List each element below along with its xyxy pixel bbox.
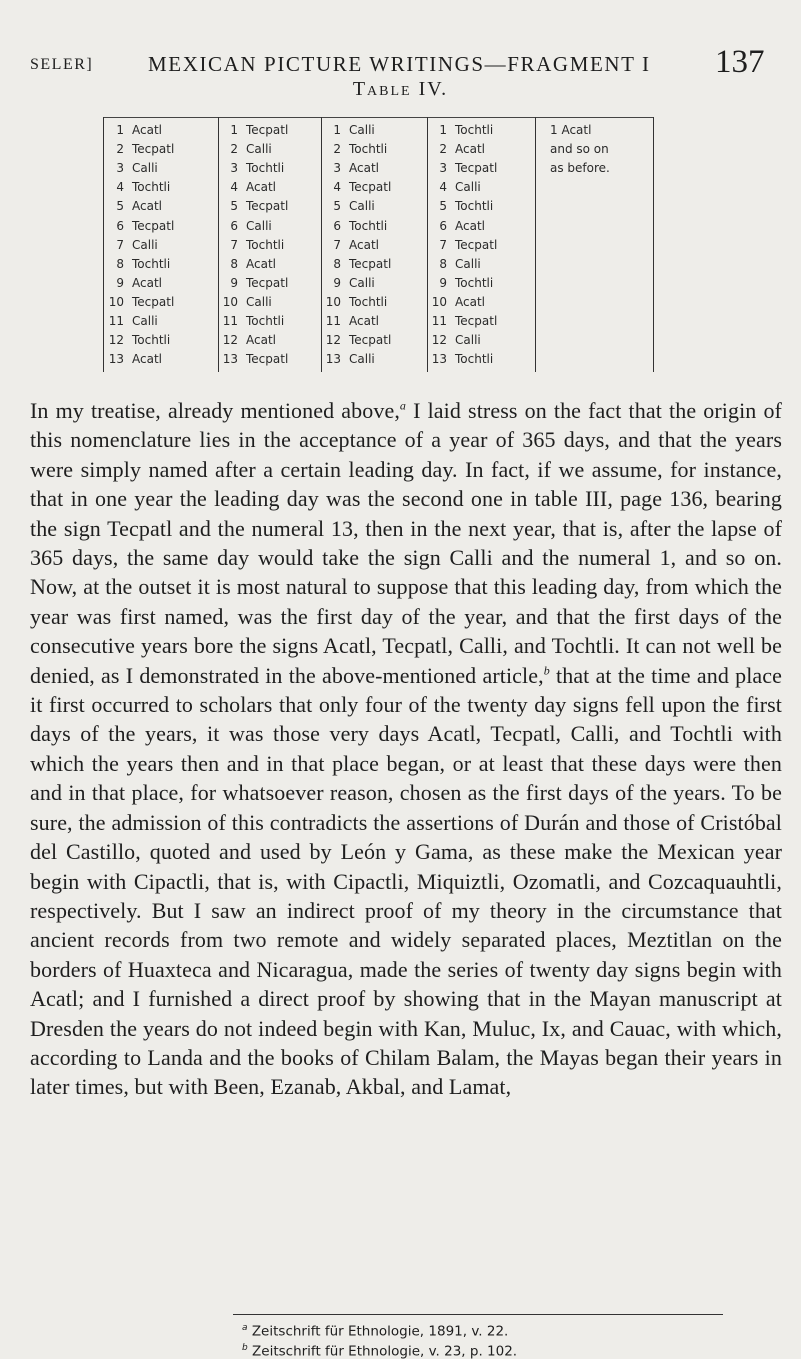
table-cell-sign: Tecpatl: [132, 219, 174, 233]
table-cell-numeral: 1: [429, 123, 447, 137]
table-cell-sign: Acatl: [132, 352, 162, 366]
table-cell-sign: Acatl: [246, 180, 276, 194]
table-cell-numeral: 6: [106, 219, 124, 233]
table-cell-numeral: 3: [220, 161, 238, 175]
table-cell-numeral: 6: [323, 219, 341, 233]
table-cell-sign: Tecpatl: [246, 123, 288, 137]
table-cell-sign: Tecpatl: [349, 333, 391, 347]
table-cell-sign: Acatl: [455, 295, 485, 309]
table-cell-sign: Tecpatl: [349, 257, 391, 271]
table-cell-numeral: 3: [106, 161, 124, 175]
table-cell-numeral: 9: [323, 276, 341, 290]
table-cell-numeral: 2: [106, 142, 124, 156]
table-cell-sign: Tochtli: [455, 123, 493, 137]
footnote-rule: [233, 1314, 723, 1315]
table-cell-numeral: 6: [429, 219, 447, 233]
table-cell-sign: Calli: [349, 199, 375, 213]
table-cell-sign: Acatl: [132, 123, 162, 137]
table-cell-numeral: 11: [220, 314, 238, 328]
table-cell-sign: Acatl: [132, 199, 162, 213]
table-cell-sign: Calli: [349, 276, 375, 290]
body-paragraph: [30, 396, 782, 1102]
table-cell-numeral: 9: [220, 276, 238, 290]
table-cell-sign: Tochtli: [132, 257, 170, 271]
table-cell-sign: Tochtli: [246, 238, 284, 252]
table-cell-sign: Acatl: [246, 333, 276, 347]
table-cell-numeral: 3: [323, 161, 341, 175]
footnote-ref-b: b: [544, 663, 550, 677]
body-text-run: that at the time and place it first occurred to scholars that only four of the twenty day signs fell upon the first days of the years, it was those very days Acatl, Tecpatl, Calli, and Tochtli with which the years then and in that place began, or at least that these days were then and in that place, for whatsoever reason, chosen as the first days of the years. To be sure, the admission of this contradicts the assertions of Durán and those of Cristóbal del Castillo, quoted and used by León y Gama, as these make the Mexican year begin with Cipactli, that is, with Cipactli, Miquiztli, Ozomatli, and Cozcaquauhtli, respectively. But I saw an indirect proof of my theory in the circumstance that ancient records from two remote and widely separated places, Meztitlan on the borders of Huaxteca and Nicaragua, made the series of twenty day signs begin with Acatl; and I furnished a direct proof by showing that in the Mayan manuscript at Dresden the years do not indeed begin with Kan, Muluc, Ix, and Cauac, with which, according to Landa and the books of Chilam Balam, the Mayas began their years in later times, but with Been, Ezanab, Akbal, and Lamat,: [30, 663, 782, 1100]
table-cell-numeral: 9: [429, 276, 447, 290]
table-cell-numeral: 11: [429, 314, 447, 328]
table-cell-sign: Tochtli: [349, 142, 387, 156]
table-cell-sign: Tochtli: [349, 219, 387, 233]
table-cell-numeral: 12: [106, 333, 124, 347]
table-cell-numeral: 11: [106, 314, 124, 328]
table-cell-sign: Calli: [349, 352, 375, 366]
running-head: [0, 42, 801, 82]
table-cell-numeral: 10: [323, 295, 341, 309]
table-cell-numeral: 7: [106, 238, 124, 252]
table-cell-sign: Calli: [455, 333, 481, 347]
table-cell-numeral: 13: [323, 352, 341, 366]
table-cell-sign: Tecpatl: [246, 276, 288, 290]
table-cell-sign: Tochtli: [455, 276, 493, 290]
footnote: [242, 1320, 517, 1340]
table-note-line: as before.: [550, 161, 610, 175]
footnote-text: Zeitschrift für Ethnologie, v. 23, p. 102.: [252, 1343, 517, 1359]
running-head-title: MEXICAN PICTURE WRITINGS—FRAGMENT I: [148, 52, 651, 77]
table-cell-numeral: 12: [429, 333, 447, 347]
footnote-ref-a: a: [400, 399, 406, 413]
day-sign-table: [103, 117, 654, 372]
table-cell-sign: Tecpatl: [455, 314, 497, 328]
table-cell-numeral: 1: [106, 123, 124, 137]
footnotes: [242, 1320, 517, 1359]
table-cell-numeral: 8: [106, 257, 124, 271]
page-number: 137: [715, 44, 765, 81]
table-column-rule: [427, 117, 428, 372]
table-cell-sign: Calli: [246, 142, 272, 156]
table-cell-numeral: 8: [323, 257, 341, 271]
table-column-rule: [321, 117, 322, 372]
table-cell-numeral: 10: [429, 295, 447, 309]
table-cell-sign: Tecpatl: [349, 180, 391, 194]
table-cell-numeral: 4: [429, 180, 447, 194]
table-cell-sign: Acatl: [455, 142, 485, 156]
table-cell-numeral: 13: [429, 352, 447, 366]
table-cell-sign: Tochtli: [132, 180, 170, 194]
table-cell-numeral: 7: [220, 238, 238, 252]
table-cell-numeral: 9: [106, 276, 124, 290]
table-cell-sign: Tecpatl: [455, 161, 497, 175]
table-cell-sign: Tecpatl: [246, 352, 288, 366]
table-cell-numeral: 5: [429, 199, 447, 213]
table-cell-numeral: 8: [429, 257, 447, 271]
table-cell-numeral: 2: [429, 142, 447, 156]
table-cell-sign: Tecpatl: [246, 199, 288, 213]
table-cell-sign: Tochtli: [246, 161, 284, 175]
table-cell-numeral: 4: [323, 180, 341, 194]
table-cell-numeral: 10: [106, 295, 124, 309]
table-cell-numeral: 12: [323, 333, 341, 347]
table-note-line: and so on: [550, 142, 609, 156]
table-cell-sign: Tecpatl: [132, 142, 174, 156]
table-cell-sign: Calli: [455, 257, 481, 271]
table-cell-sign: Calli: [246, 219, 272, 233]
table-cell-sign: Tochtli: [132, 333, 170, 347]
table-cell-sign: Tochtli: [455, 352, 493, 366]
running-head-author: SELER]: [30, 56, 93, 74]
table-cell-sign: Acatl: [455, 219, 485, 233]
table-cell-numeral: 1: [220, 123, 238, 137]
table-cell-sign: Tochtli: [455, 199, 493, 213]
table-column-rule: [535, 117, 536, 372]
table-cell-sign: Acatl: [349, 314, 379, 328]
table-cell-numeral: 4: [220, 180, 238, 194]
table-cell-sign: Calli: [132, 161, 158, 175]
table-cell-numeral: 1: [323, 123, 341, 137]
footnote-mark: b: [242, 1343, 248, 1353]
table-cell-numeral: 10: [220, 295, 238, 309]
table-cell-numeral: 5: [323, 199, 341, 213]
table-cell-sign: Acatl: [132, 276, 162, 290]
body-text-run: In my treatise, already mentioned above,: [30, 398, 400, 423]
footnote-text: Zeitschrift für Ethnologie, 1891, v. 22.: [252, 1324, 509, 1340]
table-column-rule: [218, 117, 219, 372]
table-cell-numeral: 2: [323, 142, 341, 156]
table-cell-numeral: 12: [220, 333, 238, 347]
table-cell-numeral: 2: [220, 142, 238, 156]
table-cell-numeral: 4: [106, 180, 124, 194]
table-cell-sign: Acatl: [349, 161, 379, 175]
table-cell-sign: Calli: [455, 180, 481, 194]
body-text-run: I laid stress on the fact that the origin of this nomenclature lies in the acceptance of a year of 365 days, and that the years were simply named after a certain leading day. In fact, if we assume, for instance, that in one year the leading day was the second one in table III, page 136, bearing the sign Tecpatl and the numeral 13, then in the next year, that is, after the lapse of 365 days, the same day would take the sign Calli and the numeral 1, and so on. Now, at the outset it is most natural to suppose that this leading day, from which the year was first named, was the first day of the year, and that the first days of the consecutive years bore the signs Acatl, Tecpatl, Calli, and Tochtli. It can not well be denied, as I demonstrated in the above-mentioned article,: [30, 398, 782, 688]
table-cell-numeral: 5: [220, 199, 238, 213]
table-cell-sign: Tecpatl: [455, 238, 497, 252]
table-title: Table IV.: [0, 78, 801, 101]
table-cell-numeral: 13: [220, 352, 238, 366]
table-cell-numeral: 7: [323, 238, 341, 252]
table-cell-sign: Calli: [132, 314, 158, 328]
table-cell-numeral: 11: [323, 314, 341, 328]
table-cell-numeral: 13: [106, 352, 124, 366]
table-cell-numeral: 7: [429, 238, 447, 252]
table-cell-numeral: 3: [429, 161, 447, 175]
footnote-mark: a: [242, 1323, 248, 1333]
table-cell-sign: Tochtli: [349, 295, 387, 309]
table-cell-numeral: 8: [220, 257, 238, 271]
table-cell-sign: Calli: [132, 238, 158, 252]
table-cell-sign: Calli: [349, 123, 375, 137]
table-cell-sign: Acatl: [246, 257, 276, 271]
table-cell-sign: Acatl: [349, 238, 379, 252]
table-cell-numeral: 6: [220, 219, 238, 233]
table-cell-numeral: 5: [106, 199, 124, 213]
table-cell-sign: Tecpatl: [132, 295, 174, 309]
table-note-line: 1 Acatl: [550, 123, 591, 137]
table-cell-sign: Calli: [246, 295, 272, 309]
table-cell-sign: Tochtli: [246, 314, 284, 328]
footnote: [242, 1340, 517, 1359]
